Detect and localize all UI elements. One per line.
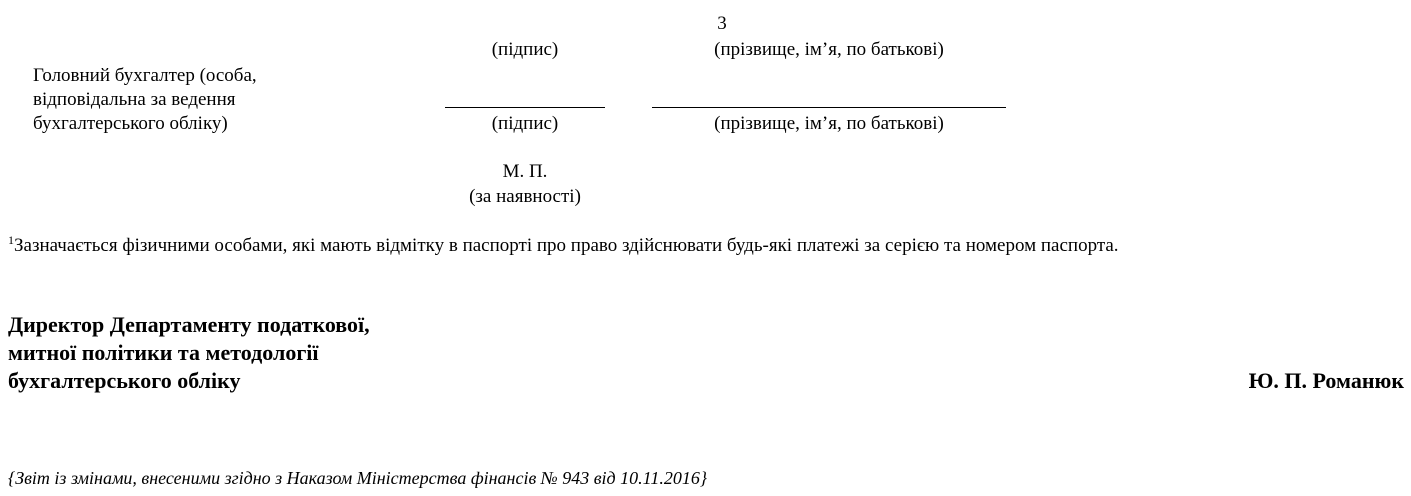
chief-accountant-label-line-1: Головний бухгалтер (особа, bbox=[33, 65, 257, 86]
chief-accountant-signature-line bbox=[445, 107, 605, 108]
director-title-line-1: Директор Департаменту податкової, bbox=[8, 312, 370, 337]
chief-accountant-label-line-2: відповідальна за ведення bbox=[33, 89, 236, 110]
chief-accountant-signature-caption: (підпис) bbox=[491, 113, 559, 134]
stamp-label: М. П. bbox=[502, 161, 548, 182]
stamp-note: (за наявності) bbox=[469, 186, 581, 207]
footnote bbox=[8, 234, 1119, 258]
name-caption-1: (прізвище, ім’я, по батькові) bbox=[714, 39, 944, 60]
chief-accountant-label-line-3: бухгалтерського обліку) bbox=[33, 113, 228, 134]
amendment-note: {Звіт із змінами, внесеними згідно з Наказом Міністерства фінансів № 943 від 10.11.2016} bbox=[8, 468, 708, 488]
signature-caption-1: (підпис) bbox=[491, 39, 559, 60]
director-title-line-3: бухгалтерського обліку bbox=[8, 368, 241, 393]
chief-accountant-name-caption: (прізвище, ім’я, по батькові) bbox=[714, 113, 944, 134]
director-title-line-2: митної політики та методології bbox=[8, 340, 319, 365]
page-number: 3 bbox=[717, 13, 727, 34]
footnote-text: Зазначається фізичними особами, які мають відмітку в паспорті про право здійснювати будь-які платежі за серією та номером паспорта. bbox=[14, 235, 1119, 256]
chief-accountant-name-line bbox=[652, 107, 1006, 108]
footnote-marker: 1 bbox=[8, 233, 14, 247]
director-name: Ю. П. Романюк bbox=[1248, 368, 1404, 393]
